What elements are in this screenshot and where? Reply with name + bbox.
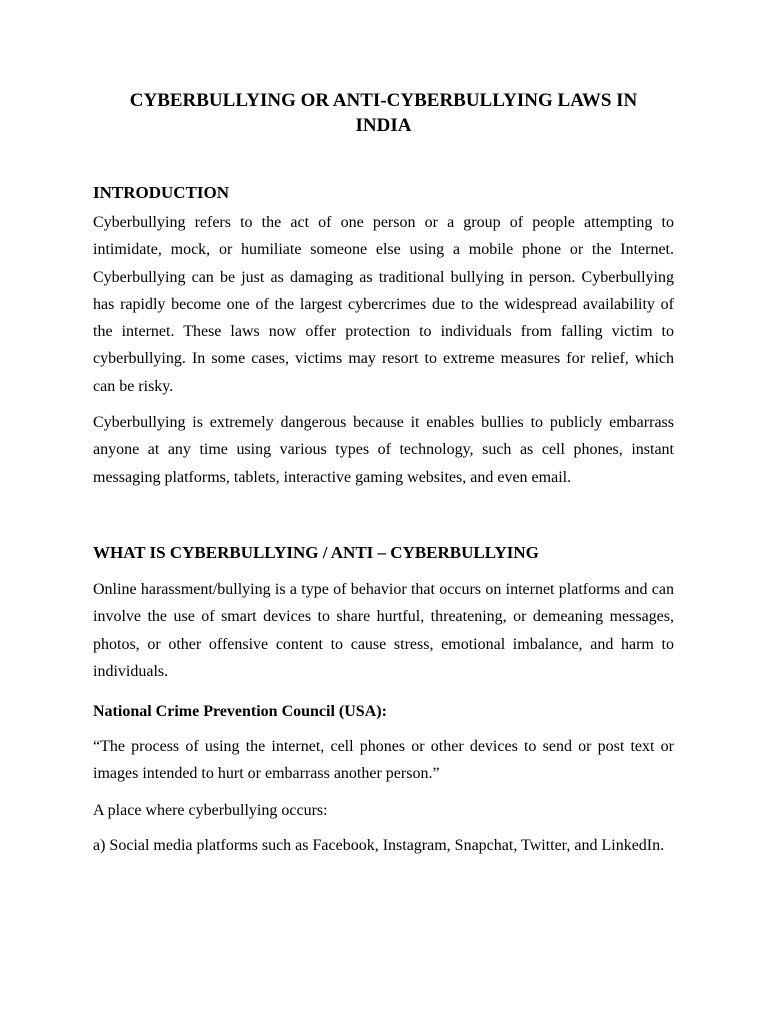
intro-paragraph-2: Cyberbullying is extremely dangerous because it enables bullies to publicly embarrass anyone at any time using various types of technology, such as cell phones, instant messaging platforms, tablets, interactive gaming websites, and even email. <box>93 414 674 486</box>
section-heading-what-is: WHAT IS CYBERBULLYING / ANTI – CYBERBULLYING <box>93 542 539 562</box>
occurs-label: A place where cyberbullying occurs: <box>93 801 328 819</box>
intro-paragraph-1: Cyberbullying refers to the act of one person or a group of people attempting to intimidate, mock, or humiliate someone else using a mobile phone or the Internet. Cyberbullying can be just as damaging as traditional bullying in person. Cyberbullying has rapidly become one of the largest cybercrimes due to the widespread availability of the internet. These laws now offer protection to individuals from falling victim to cyberbullying. In some cases, victims may resort to extreme measures for relief, which can be risky. <box>93 214 674 395</box>
list-item-a: a) Social media platforms such as Facebook, Instagram, Snapchat, Twitter, and LinkedIn. <box>93 836 665 854</box>
document-title: CYBERBULLYING OR ANTI-CYBERBULLYING LAWS IN INDIA <box>129 90 638 136</box>
section-heading-introduction: INTRODUCTION <box>93 183 230 202</box>
document-page <box>93 88 674 859</box>
ncpc-quote: “The process of using the internet, cell phones or other devices to send or post text or images intended to hurt or embarrass another person.” <box>93 738 674 783</box>
what-is-paragraph: Online harassment/bullying is a type of behavior that occurs on internet platforms and can involve the use of smart devices to share hurtful, threatening, or demeaning messages, photos, or other offensive content to cause stress, emotional imbalance, and harm to individuals. <box>93 580 674 680</box>
ncpc-label: National Crime Prevention Council (USA): <box>93 703 387 721</box>
